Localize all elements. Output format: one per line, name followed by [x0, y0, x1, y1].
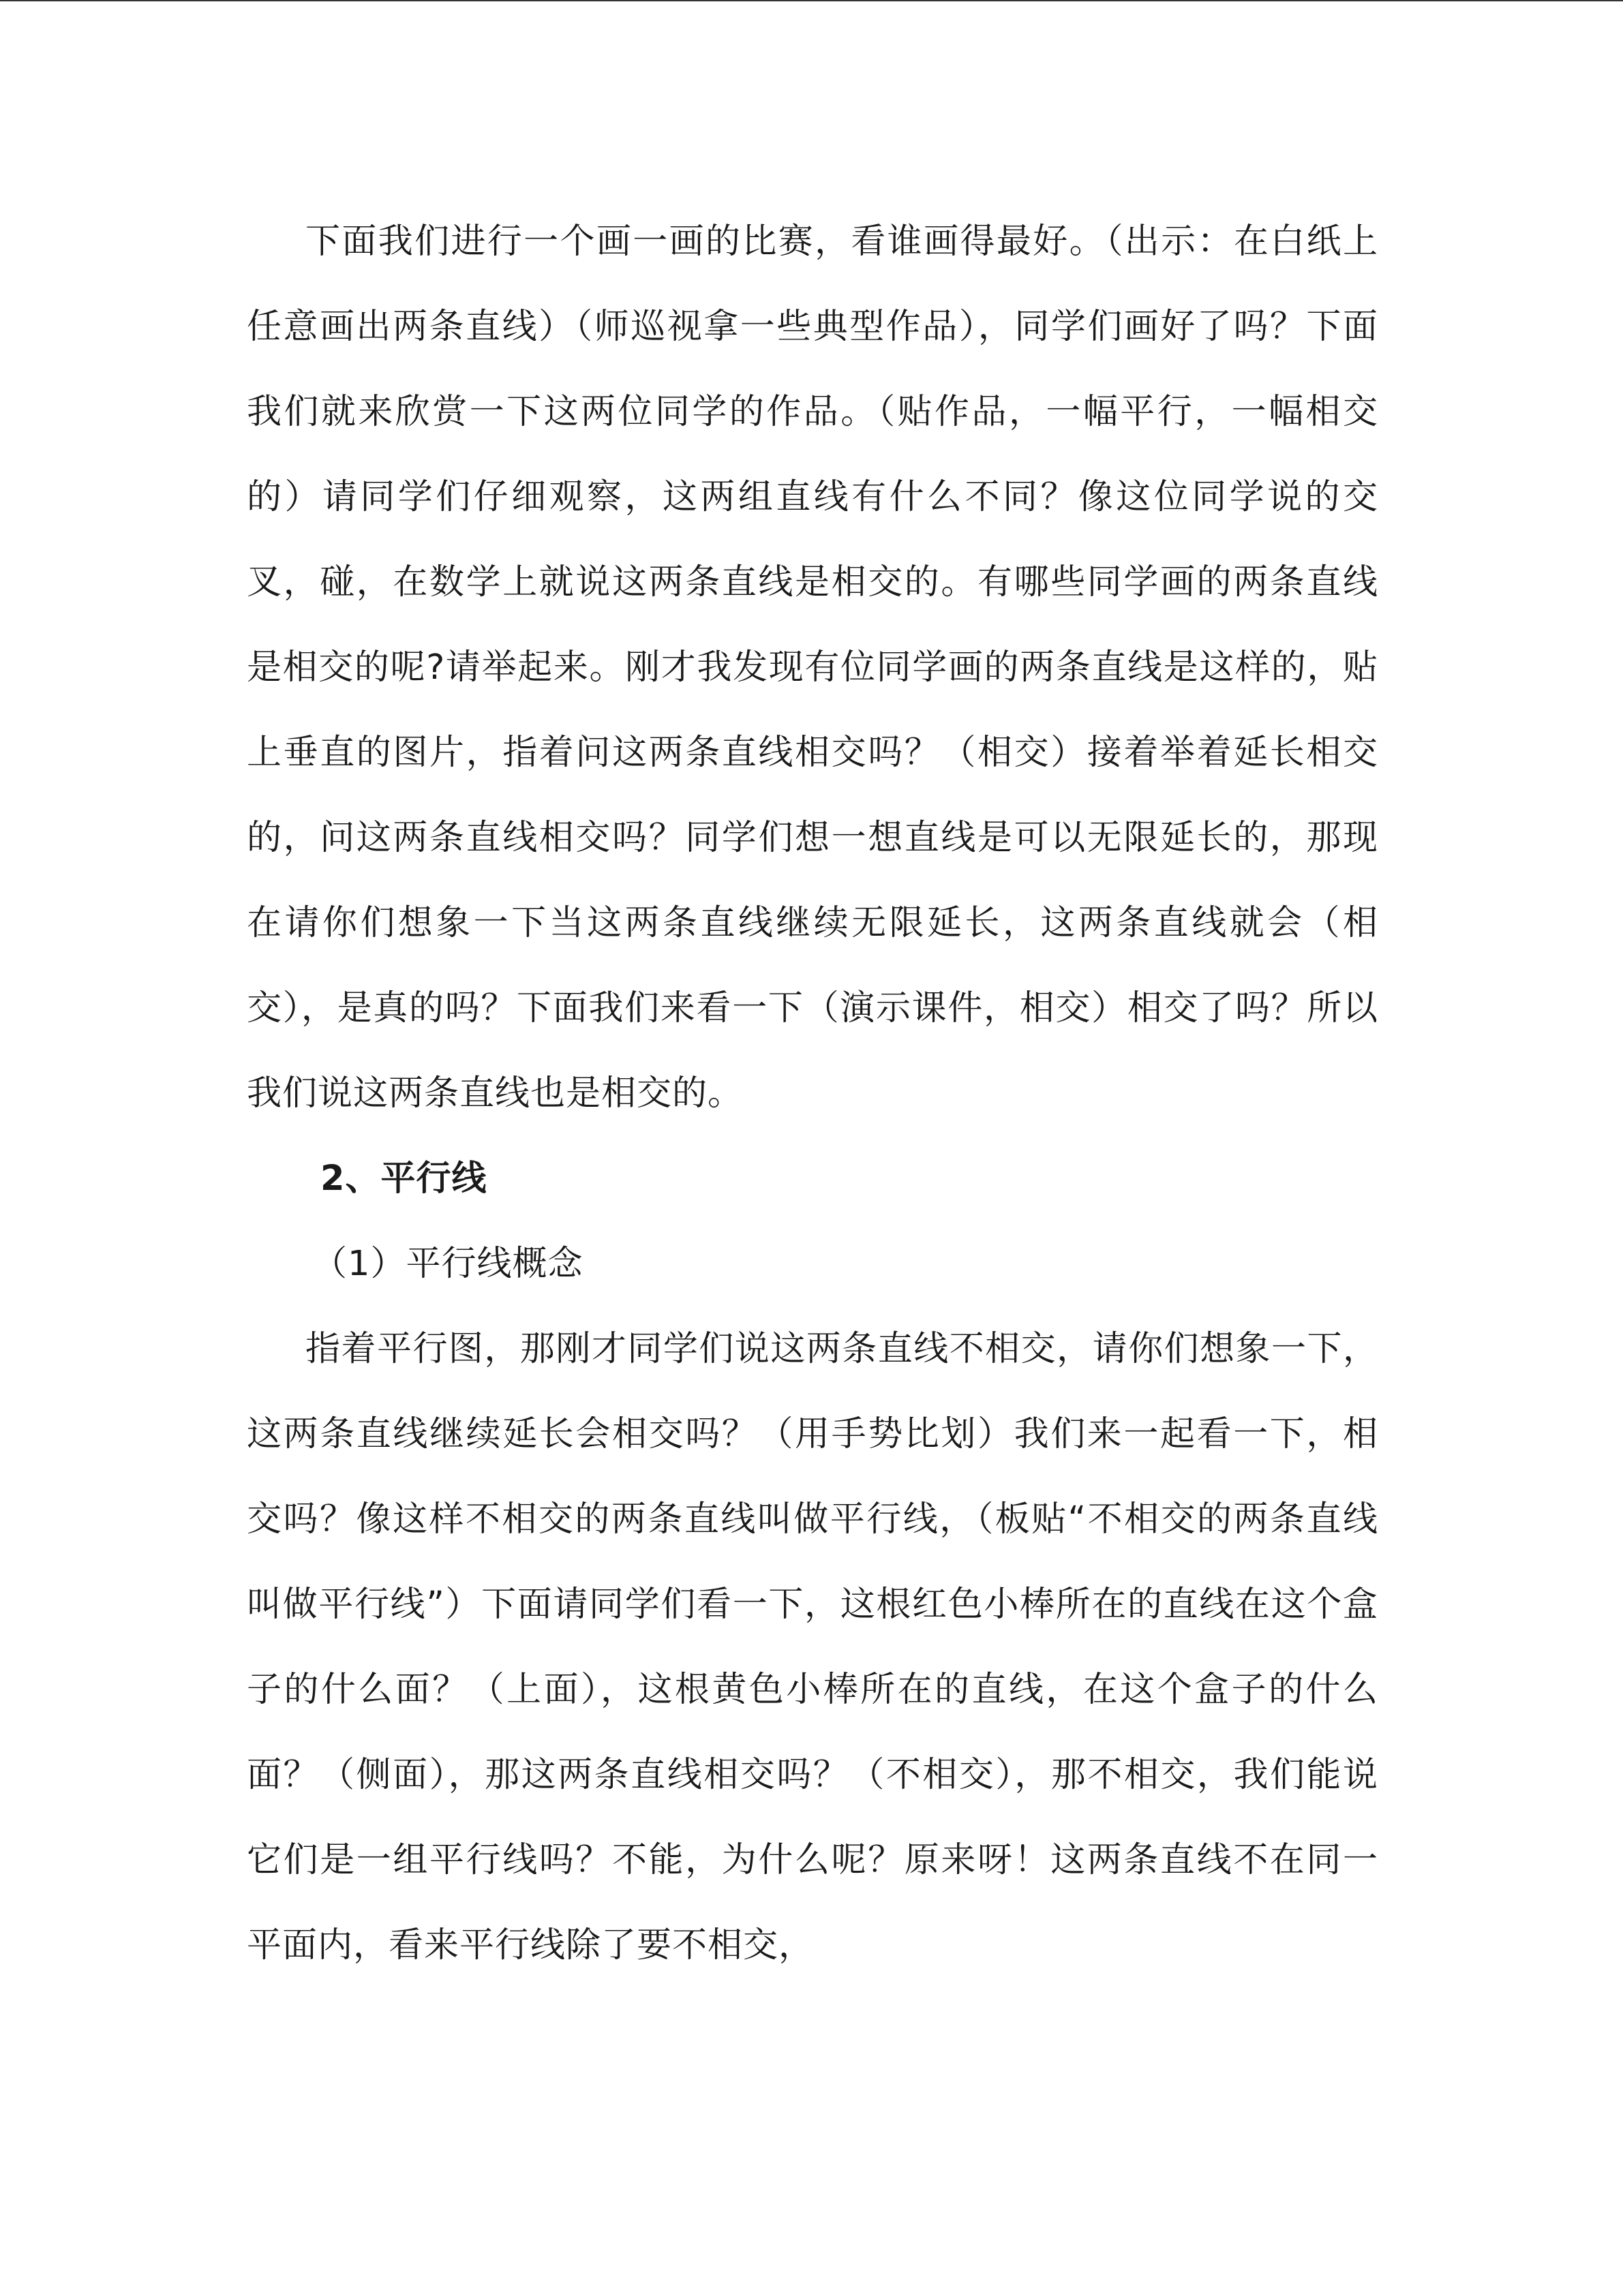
section-heading-parallel-lines: 2、平行线: [320, 1159, 487, 1199]
document-body: [247, 199, 1378, 1988]
paragraph-parallel-lines: 指着平行图，那刚才同学们说这两条直线不相交，请你们想象一下，这两条直线继续延长会相交吗？（用手势比划）我们来一起看一下，相交吗？像这样不相交的两条直线叫做平行线，（板贴“不相交的两条直线叫做平行线”）下面请同学们看一下，这根红色小棒所在的直线在这个盒子的什么面？（上面），这根黄色小棒所在的直线，在这个盒子的什么面？（侧面），那这两条直线相交吗？（不相交），那不相交，我们能说它们是一组平行线吗？不能，为什么呢？原来呀！这两条直线不在同一平面内，看来平行线除了要不相交，: [247, 1329, 1378, 1965]
document-page: [0, 1, 1623, 2296]
paragraph-intersecting-lines: 下面我们进行一个画一画的比赛，看谁画得最好。（出示：在白纸上任意画出两条直线）（师巡视拿一些典型作品），同学们画好了吗？下面我们就来欣赏一下这两位同学的作品。（贴作品，一幅平行，一幅相交的）请同学们仔细观察，这两组直线有什么不同？像这位同学说的交叉，碰，在数学上就说这两条直线是相交的。有哪些同学画的两条直线是相交的呢?请举起来。刚才我发现有位同学画的两条直线是这样的，贴上垂直的图片，指着问这两条直线相交吗？（相交）接着举着延长相交的，问这两条直线相交吗？同学们想一想直线是可以无限延长的，那现在请你们想象一下当这两条直线继续无限延长，这两条直线就会（相交），是真的吗？下面我们来看一下（演示课件，相交）相交了吗？所以我们说这两条直线也是相交的。: [247, 221, 1378, 1114]
subsection-heading-parallel-concept: （1）平行线概念: [312, 1244, 583, 1284]
